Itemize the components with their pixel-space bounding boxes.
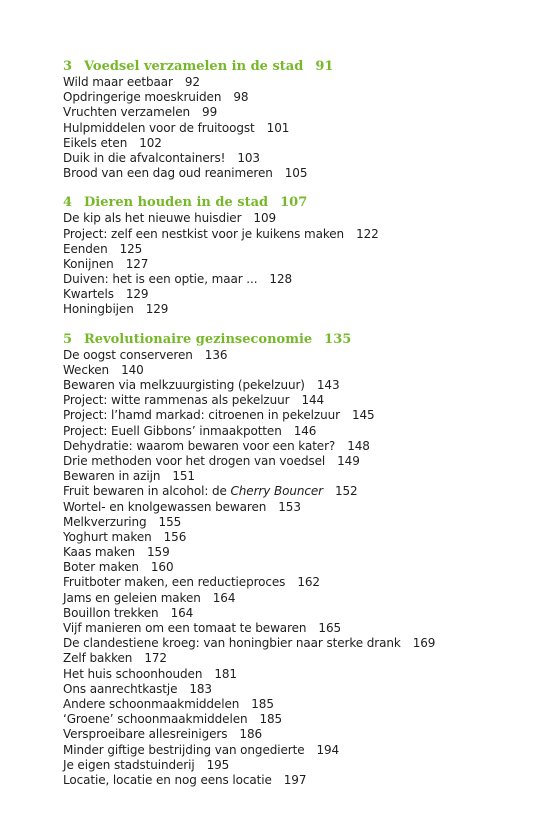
chapter-number: 5 [63, 331, 73, 347]
entry-title: Hulpmiddelen voor de fruitoogst [63, 120, 255, 135]
entry-title: Fruitboter maken, een reductieproces [63, 575, 286, 590]
chapter-title: Dieren houden in de stad [84, 195, 269, 211]
entry-title: Zelf bakken [63, 651, 133, 666]
entry-page-number: 101 [266, 120, 290, 135]
entry-page-number: 156 [163, 529, 187, 544]
entry-page-number: 164 [170, 605, 194, 620]
entry-page-number: 164 [212, 590, 236, 605]
toc-entry [63, 302, 523, 317]
toc-entry [63, 211, 523, 226]
entry-page-number: 128 [269, 272, 293, 287]
entry-page-number: 195 [206, 757, 230, 772]
toc-entry [63, 105, 523, 120]
entry-title: Kaas maken [63, 545, 135, 560]
toc-entry [63, 758, 523, 773]
entry-title: Wortel- en knolgewassen bewaren [63, 499, 267, 514]
entry-title: Minder giftige bestrijding van ongedierte [63, 742, 305, 757]
toc-entry [63, 242, 523, 257]
chapter-page-number: 91 [315, 59, 334, 74]
chapter-title: Voedsel verzamelen in de stad [84, 59, 304, 74]
entry-title: Drie methoden voor het drogen van voedsel [63, 453, 326, 468]
entry-title: Jams en geleien maken [63, 590, 201, 605]
entry-title: Duiven: het is een optie, maar ... [63, 272, 258, 287]
toc-entry [63, 166, 523, 181]
entry-title: ‘Groene’ schoonmaakmiddelen [63, 712, 248, 727]
entry-page-number: 169 [412, 636, 436, 651]
entry-page-number: 181 [214, 666, 237, 681]
entry-page-number: 109 [253, 211, 277, 226]
chapter-page-number: 107 [280, 195, 308, 211]
toc-entry [63, 378, 523, 393]
toc-entry [63, 667, 523, 682]
entry-page-number: 145 [351, 408, 375, 423]
entry-title: Project: witte rammenas als pekelzuur [63, 393, 290, 408]
entry-title: Wild maar eetbaar [63, 75, 173, 89]
entry-title: Konijnen [63, 256, 114, 271]
entry-title: Honingbijen [63, 302, 134, 317]
entry-page-number: 162 [297, 575, 320, 590]
entry-title: Bewaren in azijn [63, 469, 161, 484]
entry-title: Duik in die afvalcontainers! [63, 150, 226, 165]
entry-title: Kwartels [63, 287, 114, 302]
entry-page-number: 159 [147, 545, 170, 560]
entry-page-number: 153 [278, 499, 301, 514]
entry-title: De kip als het nieuwe huisdier [63, 211, 242, 226]
entry-page-number: 148 [347, 438, 370, 453]
entry-page-number: 194 [316, 742, 340, 757]
toc-entry [63, 712, 523, 727]
entry-page-number: 183 [189, 681, 212, 696]
entry-page-number: 105 [284, 166, 308, 181]
entry-page-number: 102 [139, 135, 162, 150]
entry-page-number: 185 [259, 712, 283, 727]
toc-entry [63, 454, 523, 469]
toc-entry [63, 515, 523, 530]
entry-title: Project: l’hamd markad: citroenen in pekelzuur [63, 408, 340, 423]
entry-page-number: 99 [202, 105, 218, 120]
entry-title: Melkverzuring [63, 514, 147, 529]
entry-title: De clandestiene kroeg: van honingbier naar sterke drank [63, 636, 401, 651]
entry-title: Opdringerige moeskruiden [63, 90, 222, 105]
entry-title: Eenden [63, 241, 108, 256]
chapter-heading [63, 194, 523, 211]
entry-page-number: 129 [125, 287, 149, 302]
toc-entry [63, 484, 523, 499]
chapter-number: 3 [63, 59, 73, 74]
entry-page-number: 197 [283, 772, 307, 787]
entry-page-number: 122 [356, 226, 379, 241]
toc-entry [63, 530, 523, 545]
toc-entry [63, 697, 523, 712]
chapter-section [63, 194, 523, 317]
entry-title: Versproeibare allesreinigers [63, 727, 228, 742]
chapter-section [63, 58, 523, 181]
toc-entry [63, 136, 523, 151]
toc-entry [63, 682, 523, 697]
toc-entry [63, 363, 523, 378]
entry-title: Andere schoonmaakmiddelen [63, 696, 240, 711]
toc-entry [63, 75, 523, 90]
entry-page-number: 103 [237, 150, 260, 165]
chapter-heading [63, 58, 523, 75]
toc-entry [63, 469, 523, 484]
entry-page-number: 136 [204, 347, 228, 362]
entry-page-number: 149 [337, 453, 360, 468]
entry-page-number: 146 [293, 423, 317, 438]
chapter-number: 4 [63, 195, 73, 211]
entry-title: Het huis schoonhouden [63, 666, 203, 681]
toc-entry [63, 773, 523, 788]
entry-page-number: 165 [318, 621, 342, 635]
toc-entry [63, 591, 523, 606]
chapter-heading [63, 331, 523, 348]
toc-entry [63, 560, 523, 575]
toc-entry [63, 651, 523, 666]
entry-title: Bouillon trekken [63, 605, 159, 620]
toc-entry [63, 545, 523, 560]
toc-entry [63, 424, 523, 439]
toc-entry [63, 348, 523, 363]
entry-page-number: 151 [172, 469, 195, 484]
toc-entry [63, 636, 523, 651]
toc-entry [63, 727, 523, 742]
toc-entry [63, 500, 523, 515]
toc-entry [63, 227, 523, 242]
entry-page-number: 155 [158, 514, 182, 529]
entry-page-number: 143 [316, 378, 340, 392]
toc-entry [63, 743, 523, 758]
entry-title: Locatie, locatie en nog eens locatie [63, 772, 272, 787]
entry-title: Je eigen stadstuinderij [63, 757, 195, 772]
entry-title: Bewaren via melkzuurgisting (pekelzuur) [63, 378, 305, 392]
entry-title: Brood van een dag oud reanimeren [63, 166, 273, 181]
toc-entry [63, 287, 523, 302]
entry-title: Wecken [63, 362, 110, 377]
entry-page-number: 92 [184, 75, 200, 89]
entry-page-number: 144 [301, 393, 325, 408]
entry-title: Eikels eten [63, 135, 128, 150]
toc-entry [63, 90, 523, 105]
entry-title: Vijf manieren om een tomaat te bewaren [63, 621, 307, 635]
toc-entry [63, 439, 523, 454]
entry-title: Project: Euell Gibbons’ inmaakpotten [63, 423, 282, 438]
toc-entry [63, 575, 523, 590]
chapter-section [63, 331, 523, 788]
entry-page-number: 186 [239, 727, 263, 742]
entry-title-italic: Cherry Bouncer [230, 484, 323, 499]
entry-title: Vruchten verzamelen [63, 105, 191, 120]
entry-title: Yoghurt maken [63, 529, 152, 544]
entry-title: Boter maken [63, 560, 139, 575]
toc-entry [63, 393, 523, 408]
entry-page-number: 140 [121, 362, 144, 377]
entry-page-number: 127 [125, 256, 149, 271]
entry-page-number: 185 [251, 696, 274, 711]
toc-entry [63, 408, 523, 423]
toc-entry [63, 621, 523, 636]
chapter-page-number: 135 [324, 331, 352, 347]
entry-title: Fruit bewaren in alcohol: de [63, 484, 231, 499]
chapter-title: Revolutionaire gezinseconomie [84, 331, 313, 347]
entry-page-number: 98 [233, 90, 249, 105]
toc-entry [63, 121, 523, 136]
entry-page-number: 129 [145, 302, 169, 317]
table-of-contents [63, 58, 523, 788]
toc-entry [63, 151, 523, 166]
entry-page-number: 172 [144, 651, 167, 666]
toc-entry [63, 606, 523, 621]
entry-title: Ons aanrechtkastje [63, 681, 178, 696]
entry-page-number: 152 [334, 484, 358, 499]
entry-title: Project: zelf een nestkist voor je kuikens maken [63, 226, 345, 241]
toc-entry [63, 272, 523, 287]
entry-title: Dehydratie: waarom bewaren voor een kater? [63, 438, 336, 453]
toc-entry [63, 257, 523, 272]
entry-title: De oogst conserveren [63, 347, 193, 362]
entry-page-number: 160 [150, 560, 174, 575]
entry-page-number: 125 [119, 241, 143, 256]
